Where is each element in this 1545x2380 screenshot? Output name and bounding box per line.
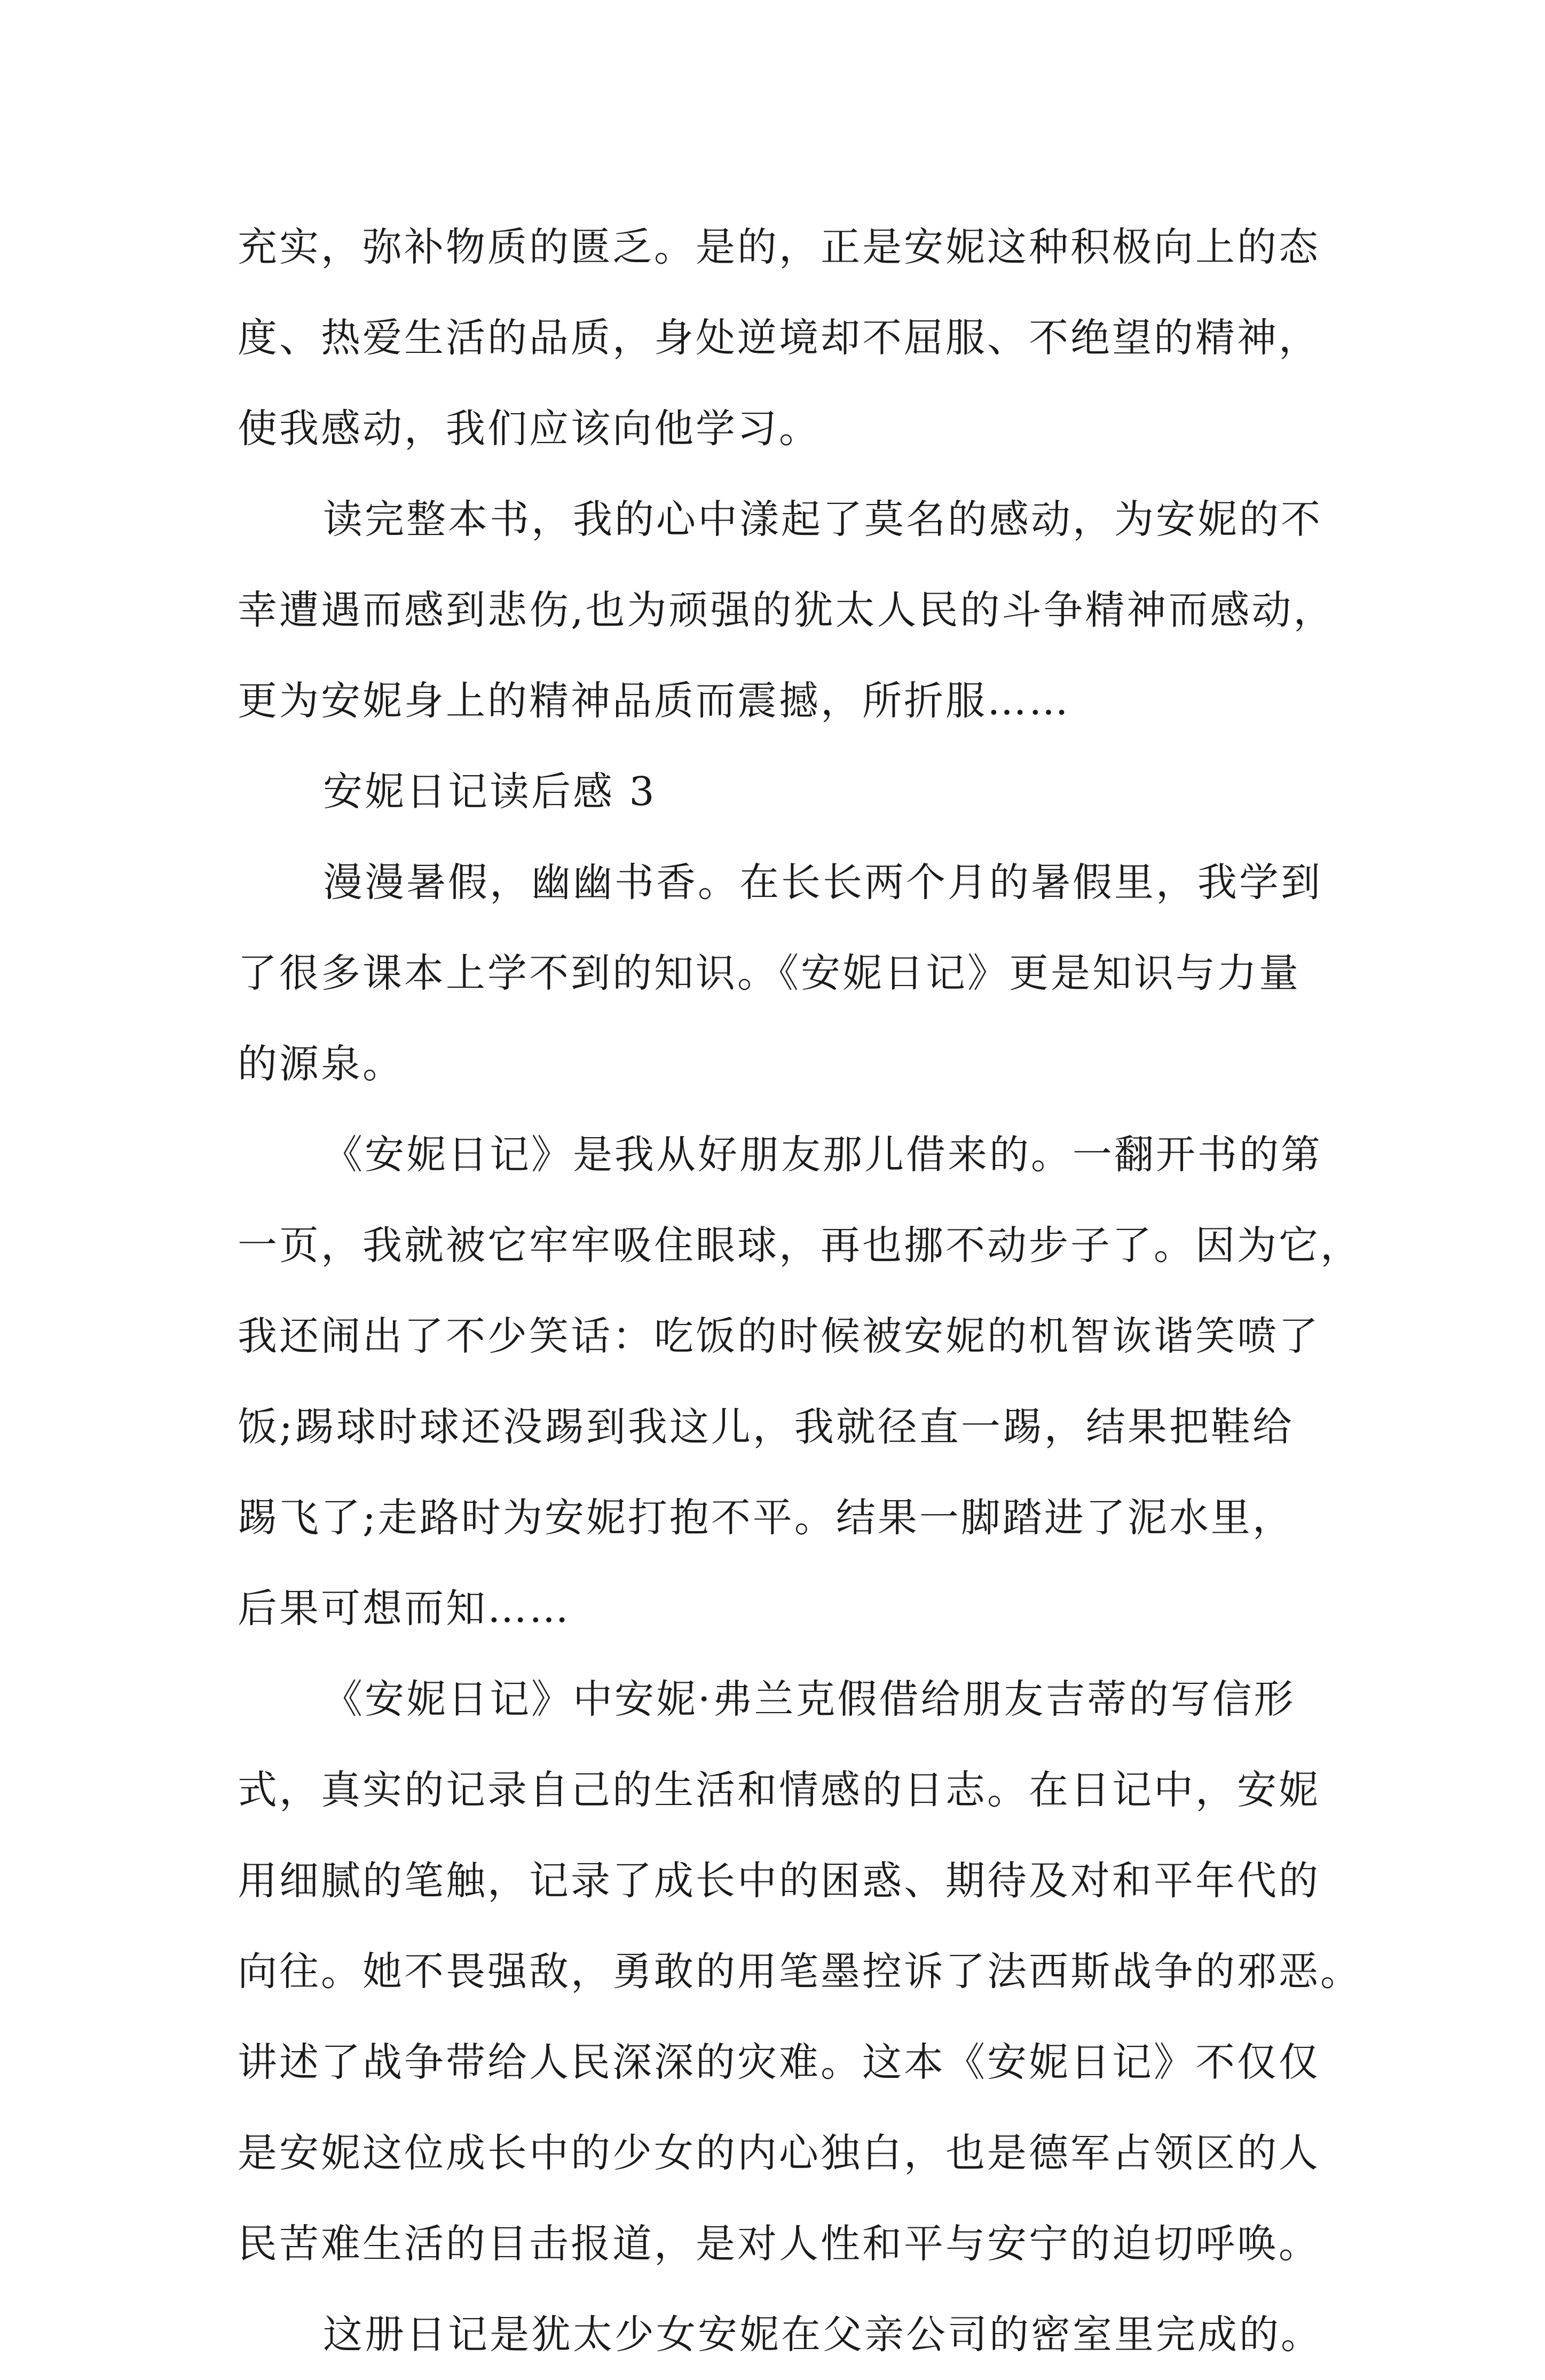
- text-line: 的源泉。: [238, 1041, 404, 1087]
- body-text: [238, 202, 1362, 2380]
- section-heading: 安妮日记读后感 3: [323, 769, 657, 815]
- text-line: 度、热爱生活的品质，身处逆境却不屈服、不绝望的精神，: [238, 315, 1320, 361]
- paragraph-first-line: 漫漫暑假，幽幽书香。在长长两个月的暑假里，我学到: [323, 860, 1322, 905]
- text-line: 饭;踢球时球还没踢到我这儿，我就径直一踢，结果把鞋给: [238, 1404, 1294, 1450]
- text-line: 用细腻的笔触，记录了成长中的困惑、期待及对和平年代的: [238, 1858, 1320, 1904]
- text-line: 讲述了战争带给人民深深的灾难。这本《安妮日记》不仅仅: [238, 2039, 1320, 2085]
- text-line: 使我感动，我们应该向他学习。: [238, 406, 821, 452]
- paragraph-first-line: 读完整本书，我的心中漾起了莫名的感动，为安妮的不: [323, 497, 1322, 542]
- paragraph-first-line: 这册日记是犹太少女安妮在父亲公司的密室里完成的。: [323, 2312, 1322, 2358]
- paragraph-first-line: 《安妮日记》中安妮·弗兰克假借给朋友吉蒂的写信形: [323, 1676, 1296, 1722]
- text-line: 民苦难生活的目击报道，是对人性和平与安宁的迫切呼唤。: [238, 2221, 1320, 2267]
- text-line: 是安妮这位成长中的少女的内心独白，也是德军占领区的人: [238, 2130, 1320, 2176]
- text-line: 幸遭遇而感到悲伤,也为顽强的犹太人民的斗争精神而感动，: [238, 587, 1335, 633]
- text-line: 式，真实的记录自己的生活和情感的日志。在日记中，安妮: [238, 1767, 1320, 1813]
- text-line: 了很多课本上学不到的知识。《安妮日记》更是知识与力量: [238, 950, 1300, 996]
- text-line: 我还闹出了不少笑话：吃饭的时候被安妮的机智诙谐笑喷了: [238, 1313, 1320, 1359]
- text-line: 一页，我就被它牢牢吸住眼球，再也挪不动步子了。因为它，: [238, 1223, 1362, 1268]
- text-line: 向往。她不畏强敌，勇敢的用笔墨控诉了法西斯战争的邪恶。: [238, 1949, 1362, 1995]
- text-line: 踢飞了;走路时为安妮打抱不平。结果一脚踏进了泥水里，: [238, 1495, 1294, 1541]
- text-line: 充实，弥补物质的匮乏。是的，正是安妮这种积极向上的态: [238, 224, 1320, 270]
- paragraph-first-line: 《安妮日记》是我从好朋友那儿借来的。一翻开书的第: [323, 1132, 1322, 1178]
- text-line: 后果可想而知……: [238, 1586, 571, 1632]
- text-line: 更为安妮身上的精神品质而震撼，所折服……: [238, 678, 1070, 724]
